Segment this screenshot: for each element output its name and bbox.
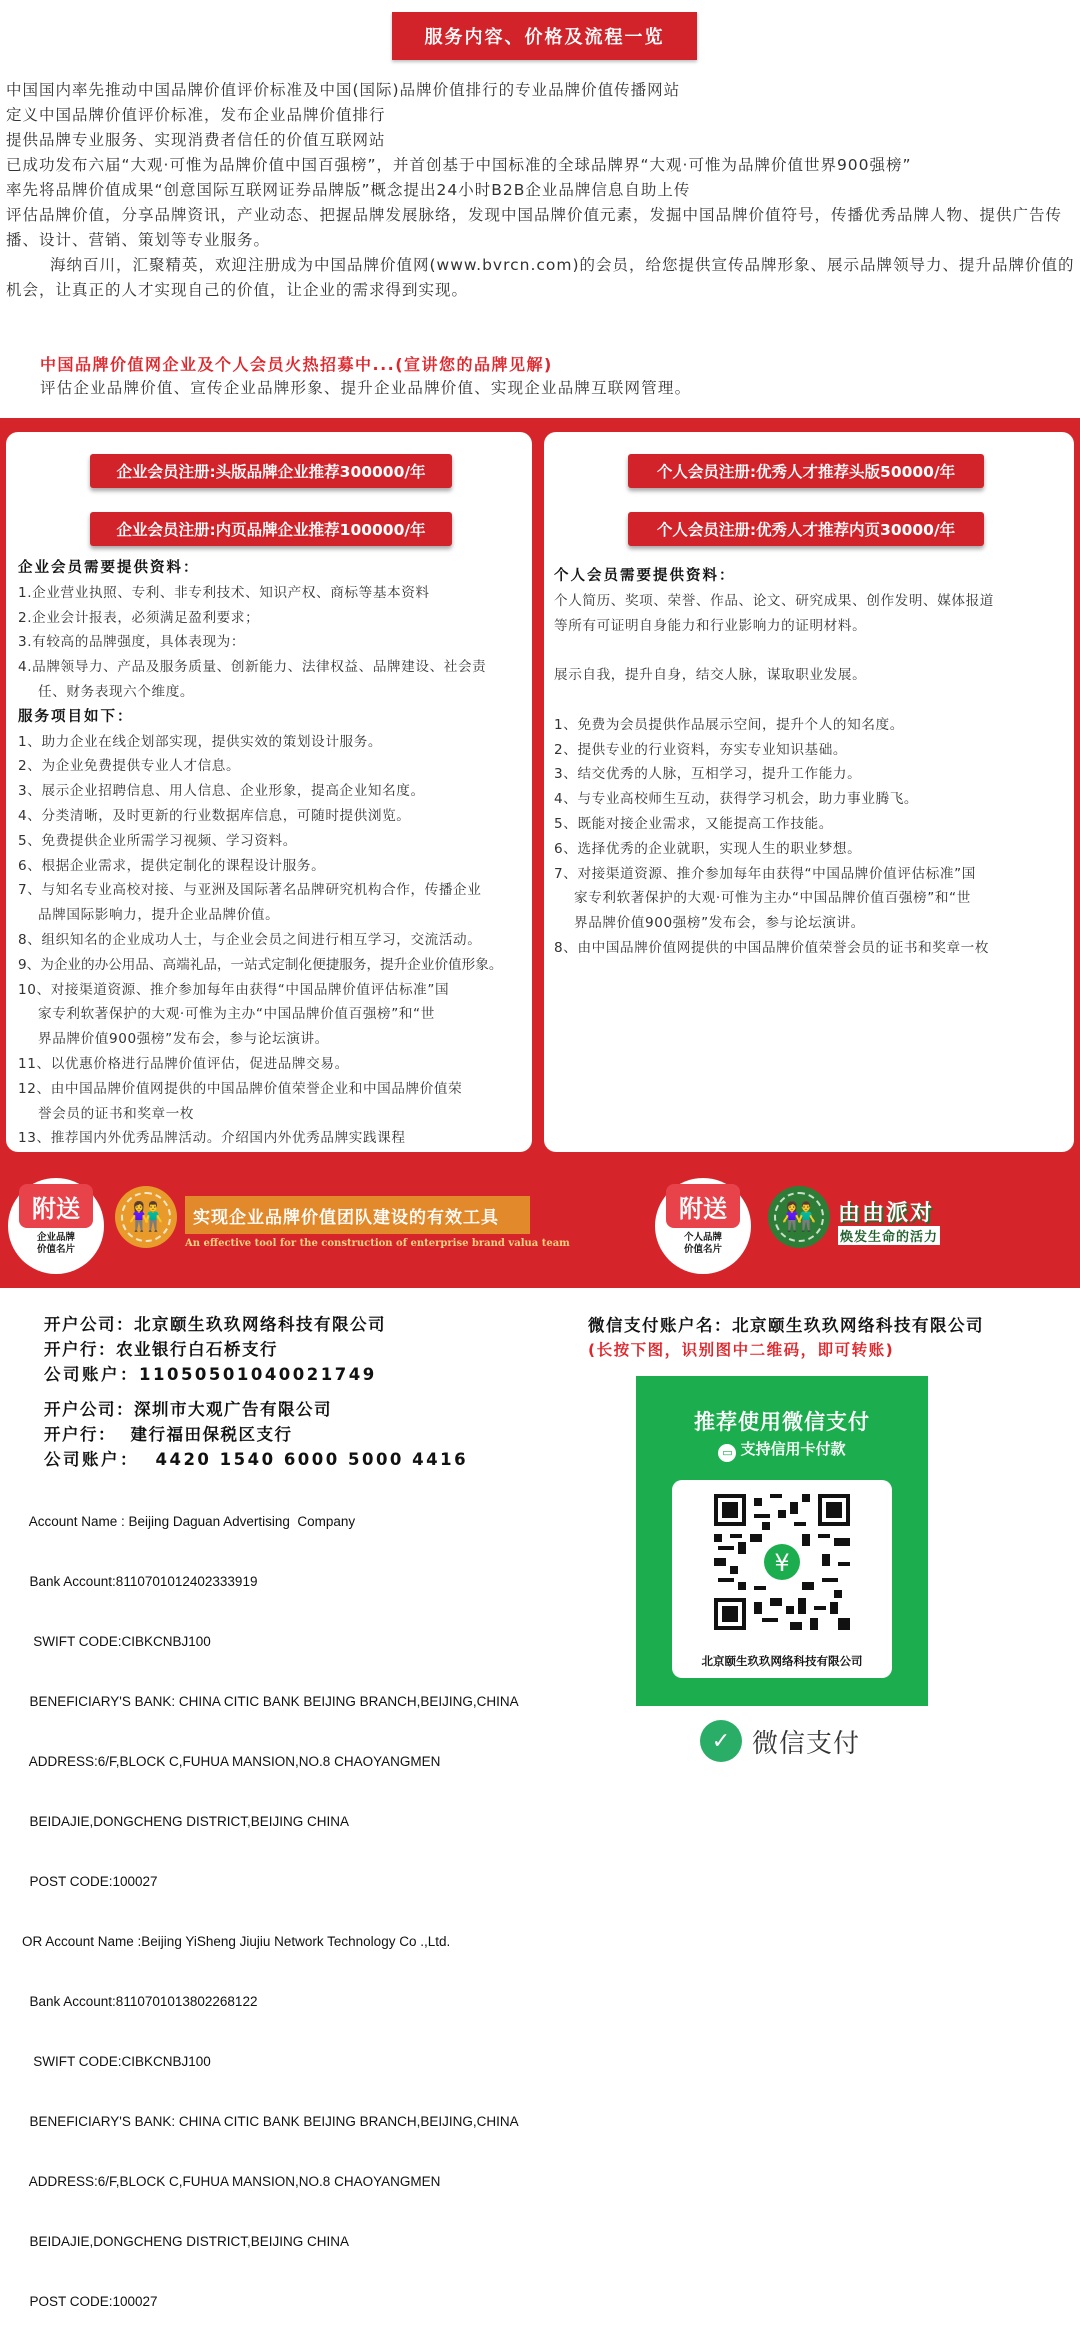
team-tool-banner: 实现企业品牌价值团队建设的有效工具 bbox=[185, 1196, 530, 1234]
bank-en-line: SWIFT CODE:CIBKCNBJ100 bbox=[22, 2054, 211, 2069]
list-item: 12、由中国品牌价值网提供的中国品牌价值荣誉企业和中国品牌价值荣 bbox=[18, 1080, 463, 1097]
recruit-subtitle: 评估企业品牌价值、宣传企业品牌形象、提升企业品牌价值、实现企业品牌互联网管理。 bbox=[40, 379, 692, 397]
bank-en-line: ADDRESS:6/F,BLOCK C,FUHUA MANSION,NO.8 CHAOYANGMEN bbox=[22, 2174, 441, 2189]
list-item: 1、免费为会员提供作品展示空间，提升个人的知名度。 bbox=[554, 716, 904, 733]
list-item: 8、由中国品牌价值网提供的中国品牌价值荣誉会员的证书和奖章一枚 bbox=[554, 939, 990, 956]
list-item: 10、对接渠道资源、推介参加每年由获得“中国品牌价值评估标准”国 bbox=[18, 981, 450, 998]
party-subtitle: 焕发生命的活力 bbox=[838, 1226, 940, 1245]
qr-code-box[interactable] bbox=[672, 1480, 892, 1678]
intro-line: 率先将品牌价值成果“创意国际互联网证券品牌版”概念提出24小时B2B企业品牌信息自助上传 bbox=[6, 181, 691, 199]
list-item: 任、财务表现六个维度。 bbox=[38, 683, 195, 700]
team-emblem-icon: 👫 bbox=[115, 1186, 177, 1248]
list-item: 8、组织知名的企业成功人士，与企业会员之间进行相互学习，交流活动。 bbox=[18, 931, 482, 948]
gift-badge-label: 附送 bbox=[666, 1184, 740, 1228]
bank-en-line: BEIDAJIE,DONGCHENG DISTRICT,BEIJING CHINA bbox=[22, 2234, 350, 2249]
list-item: 2.企业会计报表，必须满足盈利要求； bbox=[18, 609, 260, 626]
enterprise-headline-register-button[interactable]: 企业会员注册:头版品牌企业推荐300000/年 bbox=[90, 454, 452, 488]
list-item: 4、与专业高校师生互动，获得学习机会，助力事业腾飞。 bbox=[554, 791, 919, 808]
list-item: 5、免费提供企业所需学习视频、学习资料。 bbox=[18, 832, 297, 849]
intro-line: 中国国内率先推动中国品牌价值评价标准及中国(国际)品牌价值排行的专业品牌价值传播网站 bbox=[6, 81, 681, 99]
party-title: 由由派对 bbox=[838, 1201, 935, 1226]
qr-code-icon bbox=[714, 1494, 850, 1630]
party-emblem-icon: 👫 bbox=[768, 1186, 830, 1248]
bank-en-line: BENEFICIARY'S BANK: CHINA CITIC BANK BEIJING BRANCH,BEIJING,CHINA bbox=[22, 2114, 519, 2129]
intro-welcome: 海纳百川，汇聚精英，欢迎注册成为中国品牌价值网(www.bvrcn.com)的会员，给您提供宣传品牌形象、展示品牌领导力、提升品牌价值的机会，让真正的人才实现自己的价值，让企业的需求得到实现。 bbox=[6, 256, 1075, 299]
list-item: 9、为企业的办公用品、高端礼品，一站式定制化便捷服务，提升企业价值形象。 bbox=[18, 956, 503, 973]
bank-line: 开户公司：北京颐生玖玖网络科技有限公司 bbox=[44, 1315, 386, 1334]
list-item: 11、以优惠价格进行品牌价值评估，促进品牌交易。 bbox=[18, 1055, 349, 1072]
wechat-pay-logo bbox=[700, 1720, 860, 1762]
list-item: 7、与知名专业高校对接、与亚洲及国际著名品牌研究机构合作，传播企业 bbox=[18, 882, 482, 899]
bank-en-line: SWIFT CODE:CIBKCNBJ100 bbox=[22, 1634, 211, 1649]
list-item: 4、分类清晰，及时更新的行业数据库信息，可随时提供浏览。 bbox=[18, 807, 411, 824]
bank-en-line: Account Name : Beijing Daguan Advertising Company bbox=[22, 1514, 356, 1529]
personal-slogan: 展示自我，提升自身，结交人脉，谋取职业发展。 bbox=[554, 667, 867, 684]
bank-line: 开户行：农业银行白石桥支行 bbox=[44, 1340, 278, 1359]
wechat-pay-icon: ✓ bbox=[700, 1720, 742, 1762]
bank-info-english bbox=[22, 1472, 519, 2332]
gift-badge-personal bbox=[655, 1178, 751, 1274]
list-item: 3.有较高的品牌强度，具体表现为： bbox=[18, 634, 246, 651]
gift-badge-caption: 个人品牌 价值名片 bbox=[683, 1232, 722, 1255]
wechat-card-title: 推荐使用微信支付 bbox=[694, 1410, 870, 1434]
bank-en-line: Bank Account:8110701013802268122 bbox=[22, 1994, 258, 2009]
intro-line: 提供品牌专业服务、实现消费者信任的价值互联网站 bbox=[6, 131, 386, 149]
list-item: 界品牌价值900强榜”发布会，参与论坛演讲。 bbox=[38, 1031, 329, 1048]
bank-en-line: POST CODE:100027 bbox=[22, 2294, 158, 2309]
credit-card-icon: ▭ bbox=[718, 1444, 736, 1462]
list-item: 等所有可证明自身能力和行业影响力的证明材料。 bbox=[554, 617, 867, 634]
enterprise-inner-register-button[interactable]: 企业会员注册:内页品牌企业推荐100000/年 bbox=[90, 512, 452, 546]
list-item: 6、选择优秀的企业就职，实现人生的职业梦想。 bbox=[554, 840, 862, 857]
list-item: 1.企业营业执照、专利、非专利技术、知识产权、商标等基本资料 bbox=[18, 584, 430, 601]
gift-badge-caption: 企业品牌 价值名片 bbox=[36, 1232, 75, 1255]
bank-en-line: BEIDAJIE,DONGCHENG DISTRICT,BEIJING CHINA bbox=[22, 1814, 350, 1829]
list-item: 个人简历、奖项、荣誉、作品、论文、研究成果、创作发明、媒体报道 bbox=[554, 592, 995, 609]
intro-line: 评估品牌价值，分享品牌资讯，产业动态、把握品牌发展脉络，发现中国品牌价值元素，发掘中国品牌价值符号，传播优秀品牌人物、提供广告传播、设计、营销、策划等专业服务。 bbox=[6, 206, 1063, 249]
bank-en-line: Bank Account:8110701012402333919 bbox=[22, 1574, 258, 1589]
enterprise-panel bbox=[6, 432, 532, 1152]
bank-en-line: BENEFICIARY'S BANK: CHINA CITIC BANK BEIJING BRANCH,BEIJING,CHINA bbox=[22, 1694, 519, 1709]
gift-badge-enterprise bbox=[8, 1178, 104, 1274]
recruit-title: 中国品牌价值网企业及个人会员火热招募中...(宣讲您的品牌见解) bbox=[40, 355, 553, 374]
list-item: 2、为企业免费提供专业人才信息。 bbox=[18, 758, 241, 775]
bank-line: 开户公司：深圳市大观广告有限公司 bbox=[44, 1400, 332, 1419]
bank-en-line: OR Account Name :Beijing YiSheng Jiujiu Network Technology Co .,Ltd. bbox=[22, 1934, 451, 1949]
bank-line: 公司账户： 4420 1540 6000 5000 4416 bbox=[44, 1450, 469, 1469]
list-item: 家专利软著保护的大观·可惟为主办“中国品牌价值百强榜”和“世 bbox=[38, 1006, 435, 1023]
personal-panel bbox=[544, 432, 1074, 1152]
list-item: 13、推荐国内外优秀品牌活动。介绍国内外优秀品牌实践课程 bbox=[18, 1130, 406, 1147]
list-item: 3、展示企业招聘信息、用人信息、企业形象，提高企业知名度。 bbox=[18, 783, 425, 800]
wechat-pay-label: 微信支付 bbox=[752, 1728, 861, 1759]
list-item: 4.品牌领导力、产品及服务质量、创新能力、法律权益、品牌建设、社会责 bbox=[18, 659, 487, 676]
enterprise-services-title: 服务项目如下： bbox=[18, 708, 134, 725]
wechat-card-subtitle: ▭ 支持信用卡付款 bbox=[636, 1438, 928, 1462]
bank-info bbox=[44, 1312, 468, 1472]
enterprise-materials-title: 企业会员需要提供资料： bbox=[18, 560, 200, 576]
intro-line: 已成功发布六届“大观·可惟为品牌价值中国百强榜”，并首创基于中国标准的全球品牌界“大观·可惟为品牌价值世界900强榜” bbox=[6, 156, 912, 174]
wechat-pay-card[interactable] bbox=[636, 1376, 928, 1706]
svg-text:¥: ¥ bbox=[774, 1548, 790, 1577]
enterprise-info bbox=[18, 556, 524, 1151]
bank-line: 公司账户：11050501040021749 bbox=[44, 1365, 377, 1384]
list-item: 6、根据企业需求，提供定制化的课程设计服务。 bbox=[18, 857, 326, 874]
intro-line: 定义中国品牌价值评价标准，发布企业品牌价值排行 bbox=[6, 106, 386, 124]
list-item: 1、助力企业在线企划部实现，提供实效的策划设计服务。 bbox=[18, 733, 383, 750]
bank-en-line: POST CODE:100027 bbox=[22, 1874, 158, 1889]
intro-text bbox=[6, 78, 1076, 303]
bank-en-line: ADDRESS:6/F,BLOCK C,FUHUA MANSION,NO.8 CHAOYANGMEN bbox=[22, 1754, 441, 1769]
personal-inner-register-button[interactable]: 个人会员注册:优秀人才推荐内页30000/年 bbox=[628, 512, 984, 546]
team-tool-english: An effective tool for the construction of enterprise brand valua team bbox=[185, 1238, 570, 1249]
wechat-instruction: (长按下图，识别图中二维码，即可转账) bbox=[588, 1341, 895, 1359]
qr-caption: 北京颐生玖玖网络科技有限公司 bbox=[701, 1654, 863, 1668]
bank-line: 开户行： 建行福田保税区支行 bbox=[44, 1425, 293, 1444]
list-item: 誉会员的证书和奖章一枚 bbox=[38, 1105, 195, 1122]
list-item: 3、结交优秀的人脉，互相学习，提升工作能力。 bbox=[554, 766, 862, 783]
page-title-badge: 服务内容、价格及流程一览 bbox=[392, 12, 697, 60]
list-item: 家专利软著保护的大观·可惟为主办“中国品牌价值百强榜”和“世 bbox=[574, 890, 971, 907]
list-item: 7、对接渠道资源、推介参加每年由获得“中国品牌价值评估标准”国 bbox=[554, 865, 976, 882]
personal-info bbox=[554, 564, 1066, 961]
personal-headline-register-button[interactable]: 个人会员注册:优秀人才推荐头版50000/年 bbox=[628, 454, 984, 488]
list-item: 界品牌价值900强榜”发布会，参与论坛演讲。 bbox=[574, 915, 865, 932]
gift-badge-label: 附送 bbox=[19, 1184, 93, 1228]
list-item: 品牌国际影响力，提升企业品牌价值。 bbox=[38, 907, 280, 924]
personal-materials-title: 个人会员需要提供资料： bbox=[554, 568, 736, 584]
wechat-account-name: 微信支付账户名：北京颐生玖玖网络科技有限公司 bbox=[588, 1316, 984, 1335]
list-item: 2、提供专业的行业资料，夯实专业知识基础。 bbox=[554, 741, 848, 758]
list-item: 5、既能对接企业需求，又能提高工作技能。 bbox=[554, 815, 833, 832]
